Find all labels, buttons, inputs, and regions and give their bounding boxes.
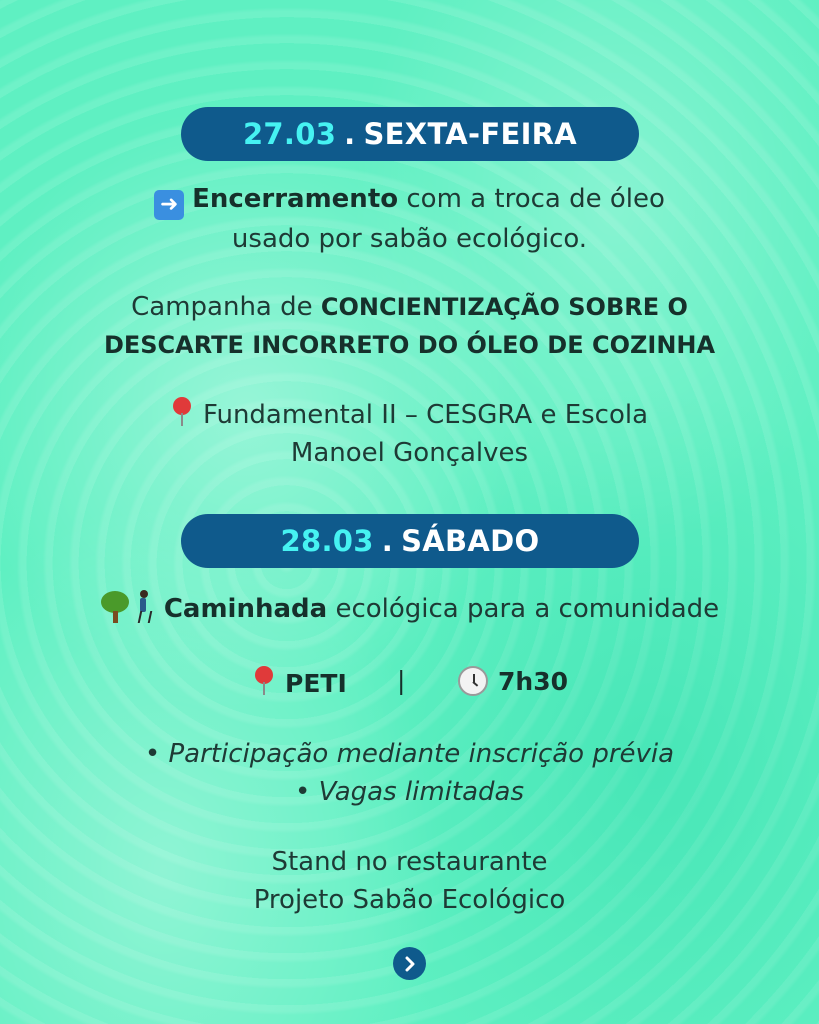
tree-icon xyxy=(100,591,130,623)
day2-place-time xyxy=(0,666,819,706)
day1-line1-rest: com a troca de óleo xyxy=(406,184,665,214)
day1-weekday: SEXTA-FEIRA xyxy=(363,117,578,151)
day1-date-pill xyxy=(181,107,639,161)
clock-icon xyxy=(458,666,488,696)
day2-date-pill xyxy=(181,514,639,568)
day2-date: 28.03 xyxy=(280,524,374,558)
day2-walk xyxy=(0,590,819,628)
location-pin-icon xyxy=(171,397,193,427)
day1-closing-text xyxy=(0,180,819,258)
day1-date: 27.03 xyxy=(242,117,337,151)
right-arrow-icon: ➜ xyxy=(154,190,184,220)
campaign-prefix: Campanha de xyxy=(131,292,313,322)
person-walking-icon xyxy=(134,590,152,624)
divider: | xyxy=(397,666,406,695)
day2-place: PETI xyxy=(285,669,347,698)
note-registration: • Participação mediante inscrição prévia xyxy=(144,739,675,769)
day2-stand xyxy=(0,843,819,919)
stand-line1: Stand no restaurante xyxy=(271,847,548,877)
campaign-bold-1: CONCIENTIZAÇÃO SOBRE O xyxy=(320,293,688,321)
day1-location xyxy=(0,396,819,472)
next-button[interactable] xyxy=(393,947,426,980)
day1-line2: usado por sabão ecológico. xyxy=(231,224,588,254)
stand-line2: Projeto Sabão Ecológico xyxy=(253,885,566,915)
day2-walk-rest: ecológica para a comunidade xyxy=(335,594,720,624)
day1-campaign xyxy=(0,288,819,364)
day1-highlight: Encerramento xyxy=(192,184,399,214)
day1-location-line1: Fundamental II – CESGRA e Escola xyxy=(202,400,649,430)
day2-time: 7h30 xyxy=(498,667,568,696)
day1-separator: . xyxy=(344,117,356,151)
day2-notes xyxy=(0,735,819,811)
day2-separator: . xyxy=(381,524,394,558)
chevron-right-icon xyxy=(402,956,418,972)
note-limited-spots: • Vagas limitadas xyxy=(294,777,524,807)
day2-weekday: SÁBADO xyxy=(401,524,540,558)
location-pin-icon xyxy=(253,666,275,696)
day2-highlight: Caminhada xyxy=(163,594,328,624)
day1-location-line2: Manoel Gonçalves xyxy=(290,438,529,468)
campaign-bold-2: DESCARTE INCORRETO DO ÓLEO DE COZINHA xyxy=(103,331,716,359)
